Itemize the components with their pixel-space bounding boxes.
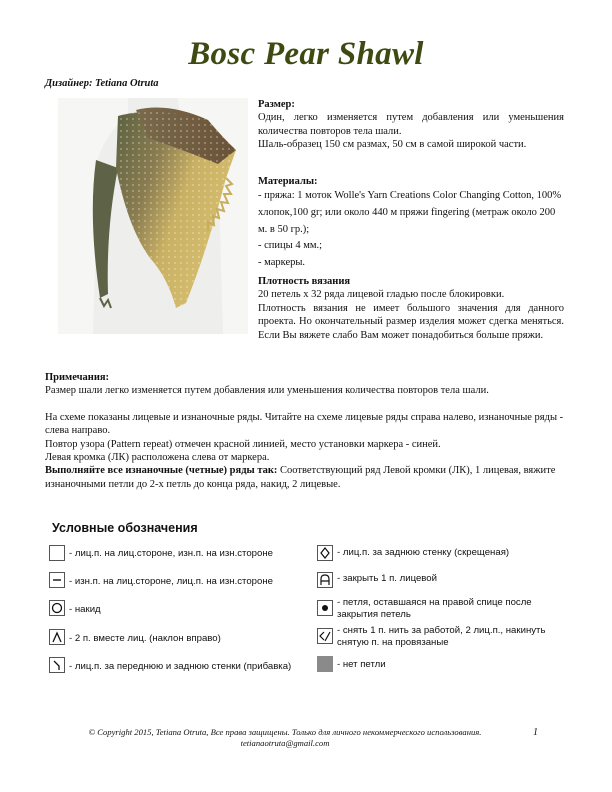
materials-item: - маркеры. (258, 256, 306, 268)
contact-email: tetianaotruta@gmail.com (240, 738, 330, 748)
notes-heading: Примечания: (45, 372, 110, 383)
gauge-heading: Плотность вязания (258, 276, 351, 287)
sk2p-icon (317, 628, 333, 644)
footer (45, 727, 525, 749)
notes-bold-lead: Выполняйте все изнаночные (четные) ряды так: (45, 465, 278, 477)
legend-text-knit: - лиц.п. на лиц.стороне, изн.п. на изн.стороне (69, 548, 273, 559)
notes-text-4: Левая кромка (ЛК) расположена слева от маркера. (45, 452, 270, 464)
notes-text-3: Повтор узора (Pattern repeat) отмечен красной линией, место установки маркера - синей. (45, 438, 441, 450)
size-section (258, 98, 564, 152)
diamond-icon (317, 545, 333, 561)
legend-text-ktbl: - лиц.п. за заднюю стенку (скрещеная) (337, 547, 510, 558)
legend-title: Условные обозначения (52, 521, 198, 535)
page-title: Bosc Pear Shawl (188, 36, 424, 72)
size-heading: Размер: (258, 99, 295, 110)
shawl-photo (58, 98, 248, 334)
materials-section (258, 175, 564, 271)
legend-text-kfb: - лиц.п. за переднюю и заднюю стенки (прибавка) (69, 661, 292, 672)
blank-square-icon (49, 545, 65, 561)
page-number: 1 (533, 727, 538, 738)
notes-section (45, 371, 565, 491)
notes-text-5 (45, 464, 565, 491)
designer-credit: Дизайнер: Tetiana Otruta (45, 78, 159, 89)
notes-text-1: Размер шали легко изменяется путем добавления или уменьшения количества повторов тела шали. (45, 385, 489, 397)
kfb-icon (49, 657, 65, 673)
size-text-2: Шаль-образец 150 см размах, 50 см в самой широкой части. (258, 139, 527, 151)
grey-square-icon (317, 656, 333, 672)
legend-text-bindoff: - закрыть 1 п. лицевой (337, 573, 437, 584)
k2tog-icon (49, 629, 65, 645)
legend-text-remaining: - петля, оставшаяся на правой спице после закрытия петель (337, 597, 532, 620)
notes-text-2: На схеме показаны лицевые и изнаночные ряды. Читайте на схеме лицевые ряды справа налево, изнаночные ряды - слева направо. (45, 411, 564, 437)
materials-heading: Материалы: (258, 176, 318, 187)
legend-text-psso: - снять 1 п. нить за работой, 2 лиц.п., накинуть снятую п. на провязаные (337, 625, 546, 648)
copyright-text: © Copyright 2015, Tetiana Otruta, Все права защищены. Только для личного некоммерческого использования. (88, 727, 482, 737)
circle-icon (49, 600, 65, 616)
notes-text-5-rest: Соответствующий ряд Левой кромки (ЛК), 1 лицевая, вяжите изнаночными петли до 2-х петль до конца ряда, накид, 2 лицевые. (45, 465, 556, 490)
legend-text-purl: - изн.п. на лиц.стороне, лиц.п. на изн.стороне (69, 576, 273, 587)
dot-icon (317, 600, 333, 616)
legend-text-nostitch: - нет петли (337, 659, 386, 670)
legend-text-k2tog: - 2 п. вместе лиц. (наклон вправо) (69, 633, 221, 644)
materials-item: - спицы 4 мм.; (258, 240, 323, 252)
gauge-section (258, 275, 564, 342)
dash-icon (49, 572, 65, 588)
legend-text-yo: - накид (69, 604, 101, 615)
gauge-text-1: 20 петель х 32 ряда лицевой гладью после блокировки. (258, 289, 505, 301)
bind-off-icon (317, 572, 333, 588)
size-text-1: Один, легко изменяется путем добавления или уменьшения количества повторов тела шали. (258, 112, 564, 137)
gauge-text-2: Плотность вязания не имеет большого значения для данного проекта. Но окончательный размер изделия может сдегка меняться. Если Вы вяжете слабо Вам может понадобиться больше пряжи. (258, 302, 564, 341)
materials-item: - пряжа: 1 моток Wolle's Yarn Creations Color Changing Cotton, 100% хлопок,100 gr; или около 440 м пряжи fingering (метраж около 200 м. в 50 гр.); (258, 190, 562, 235)
